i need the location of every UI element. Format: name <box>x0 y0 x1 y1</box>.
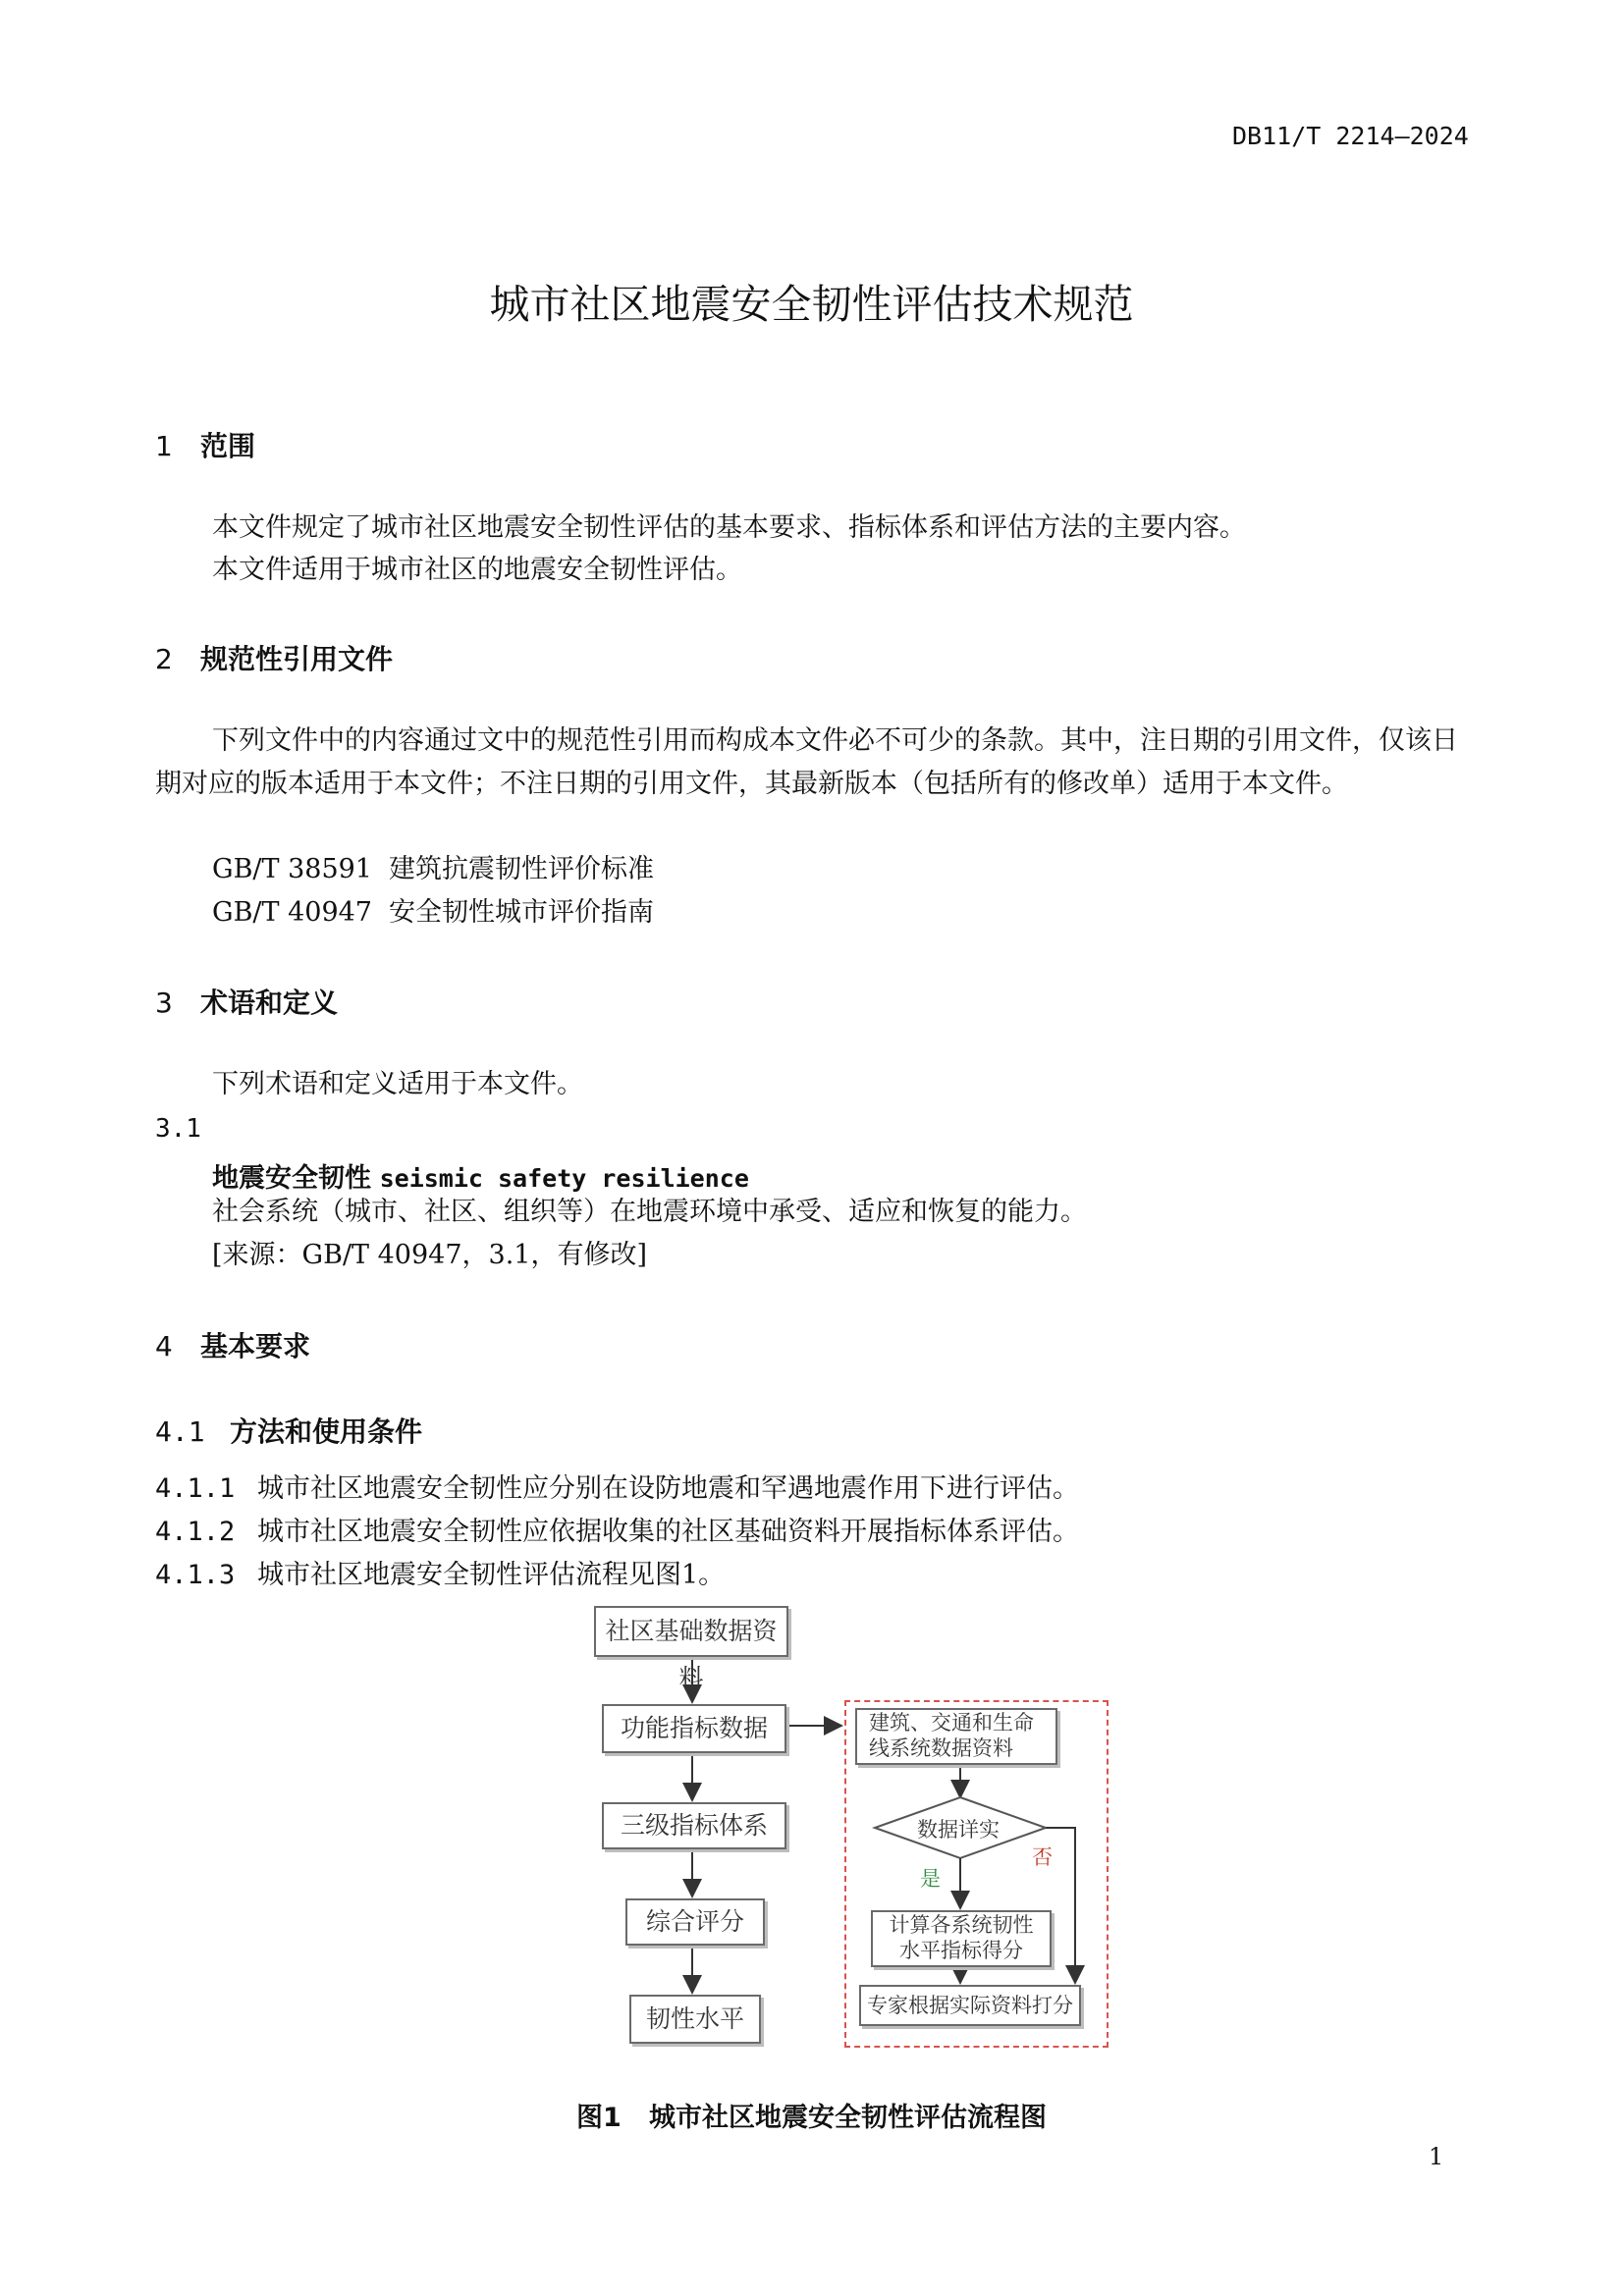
section-2-heading <box>155 638 393 677</box>
clause-number: 4.1.3 <box>155 1560 236 1590</box>
clause-text: 城市社区地震安全韧性评估流程见图1。 <box>257 1560 726 1590</box>
section-number: 2 <box>155 643 173 675</box>
clause-item <box>155 1554 725 1597</box>
decision-label: 数据详实 <box>917 1818 1000 1842</box>
section-title: 范围 <box>200 430 256 462</box>
document-title: 城市社区地震安全韧性评估技术规范 <box>489 281 1134 328</box>
page-number: 1 <box>1429 2143 1444 2170</box>
section-1-heading <box>155 425 255 464</box>
clause-text: 城市社区地震安全韧性应分别在设防地震和罕遇地震作用下进行评估。 <box>257 1473 1079 1504</box>
resilience-level-node: 韧性水平 <box>629 1995 761 2044</box>
reference-code: GB/T 38591 <box>212 854 372 884</box>
reference-name: 建筑抗震韧性评价标准 <box>389 854 654 884</box>
community-data-node: 社区基础数据资料 <box>594 1606 788 1657</box>
term-number: 3.1 <box>155 1114 201 1144</box>
section-number: 3 <box>155 987 173 1019</box>
building-transport-lifeline-data-node <box>855 1708 1057 1765</box>
term-definition: 社会系统（城市、社区、组织等）在地震环境中承受、适应和恢复的能力。 <box>212 1197 1087 1227</box>
clause-text: 城市社区地震安全韧性应依据收集的社区基础资料开展指标体系评估。 <box>257 1517 1079 1547</box>
clause-item <box>155 1468 1079 1511</box>
subsection-title: 方法和使用条件 <box>230 1415 423 1448</box>
calc-system-score-node <box>871 1910 1052 1967</box>
three-level-index-node: 三级指标体系 <box>602 1802 786 1849</box>
section-3-heading <box>155 982 338 1021</box>
reference-item <box>212 891 654 934</box>
comprehensive-score-node: 综合评分 <box>625 1898 765 1946</box>
node-line: 线系统数据资料 <box>869 1736 1013 1760</box>
section-title: 基本要求 <box>200 1330 311 1362</box>
flowchart-figure <box>574 1606 1114 2057</box>
node-line: 水平指标得分 <box>899 1939 1023 1962</box>
expert-scoring-node: 专家根据实际资料打分 <box>859 1985 1081 2026</box>
term-source: [来源：GB/T 40947，3.1，有修改] <box>212 1240 647 1270</box>
function-index-node: 功能指标数据 <box>602 1704 786 1753</box>
section-4-heading <box>155 1325 310 1364</box>
clause-number: 4.1.2 <box>155 1517 236 1547</box>
terms-intro: 下列术语和定义适用于本文件。 <box>212 1069 583 1099</box>
no-label: 否 <box>1032 1845 1053 1869</box>
subsection-4-1-heading <box>155 1411 422 1450</box>
reference-item <box>212 848 654 891</box>
figure-number: 图1 <box>576 2103 622 2133</box>
reference-name: 安全韧性城市评价指南 <box>389 897 654 928</box>
clause-item <box>155 1511 1079 1554</box>
node-line: 建筑、交通和生命 <box>869 1711 1034 1735</box>
section-number: 1 <box>155 430 173 462</box>
term-english: seismic safety resilience <box>379 1164 749 1193</box>
figure-caption <box>0 2096 1623 2134</box>
section-title: 术语和定义 <box>200 987 339 1019</box>
doc-code: DB11/T 2214—2024 <box>1232 122 1469 150</box>
scope-paragraph-1: 本文件规定了城市社区地震安全韧性评估的基本要求、指标体系和评估方法的主要内容。 <box>212 512 1246 543</box>
term-entry <box>212 1156 749 1195</box>
reference-code: GB/T 40947 <box>212 897 372 928</box>
subsection-number: 4.1 <box>155 1415 205 1448</box>
clause-number: 4.1.1 <box>155 1473 236 1504</box>
node-line: 计算各系统韧性 <box>889 1913 1034 1937</box>
term-chinese: 地震安全韧性 <box>212 1163 371 1194</box>
yes-label: 是 <box>920 1867 941 1891</box>
section-number: 4 <box>155 1330 173 1362</box>
section-title: 规范性引用文件 <box>200 643 394 675</box>
normative-references-paragraph: 下列文件中的内容通过文中的规范性引用而构成本文件必不可少的条款。其中，注日期的引用文件，仅该日期对应的版本适用于本文件；不注日期的引用文件，其最新版本（包括所有的修改单）适用于本文件。 <box>155 725 1458 799</box>
scope-paragraph-2: 本文件适用于城市社区的地震安全韧性评估。 <box>212 555 742 585</box>
figure-title: 城市社区地震安全韧性评估流程图 <box>649 2103 1047 2133</box>
